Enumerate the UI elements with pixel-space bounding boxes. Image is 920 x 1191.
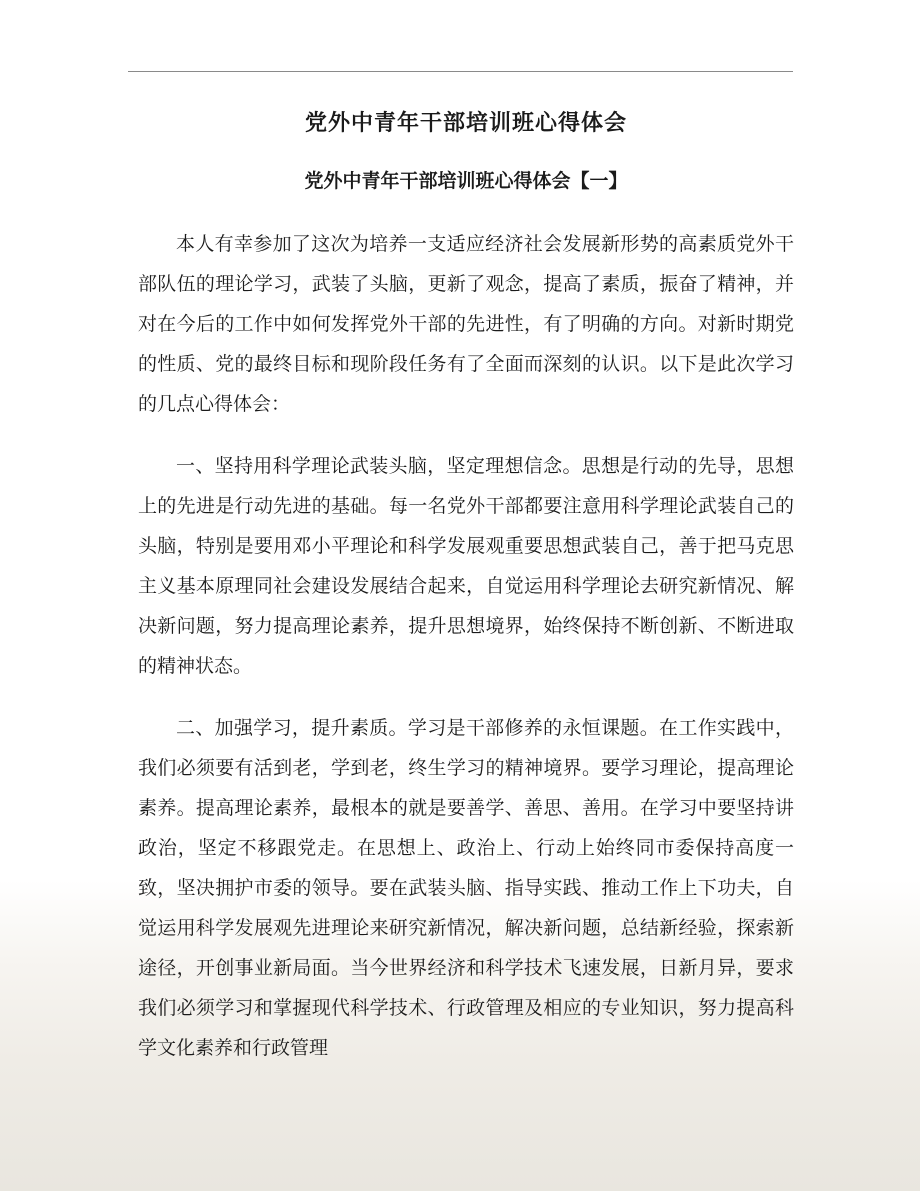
document-title: 党外中青年干部培训班心得体会 (304, 111, 627, 136)
header-rule (128, 71, 793, 72)
paragraph-point-two: 二、加强学习，提升素质。学习是干部修养的永恒课题。在工作实践中，我们必须要有活到老，学到老，终生学习的精神境界。要学习理论，提高理论素养。提高理论素养，最根本的就是要善学、善思、善用。在学习中要坚持讲政治，坚定不移跟党走。在思想上、政治上、行动上始终同市委保持高度一致，坚决拥护市委的领导。要在武装头脑、指导实践、推动工作上下功夫，自觉运用科学发展观先进理论来研究新情况，解决新问题，总结新经验，探索新途径，开创事业新局面。当今世界经济和科学技术飞速发展，日新月异，要求我们必须学习和掌握现代科学技术、行政管理及相应的专业知识，努力提高科学文化素养和行政管理 (138, 717, 794, 1059)
paragraph-intro: 本人有幸参加了这次为培养一支适应经济社会发展新形势的高素质党外干部队伍的理论学习，武装了头脑，更新了观念，提高了素质，振奋了精神，并对在今后的工作中如何发挥党外干部的先进性，有了明确的方向。对新时期党的性质、党的最终目标和现阶段任务有了全面而深刻的认识。以下是此次学习的几点心得体会： (138, 233, 794, 415)
document-subtitle: 党外中青年干部培训班心得体会【一】 (304, 170, 628, 192)
document-body (138, 104, 794, 1068)
paragraph-point-one: 一、坚持用科学理论武装头脑，坚定理想信念。思想是行动的先导，思想上的先进是行动先进的基础。每一名党外干部都要注意用科学理论武装自己的头脑，特别是要用邓小平理论和科学发展观重要思想武装自己，善于把马克思主义基本原理同社会建设发展结合起来，自觉运用科学理论去研究新情况、解决新问题，努力提高理论素养，提升思想境界，始终保持不断创新、不断进取的精神状态。 (138, 455, 794, 677)
